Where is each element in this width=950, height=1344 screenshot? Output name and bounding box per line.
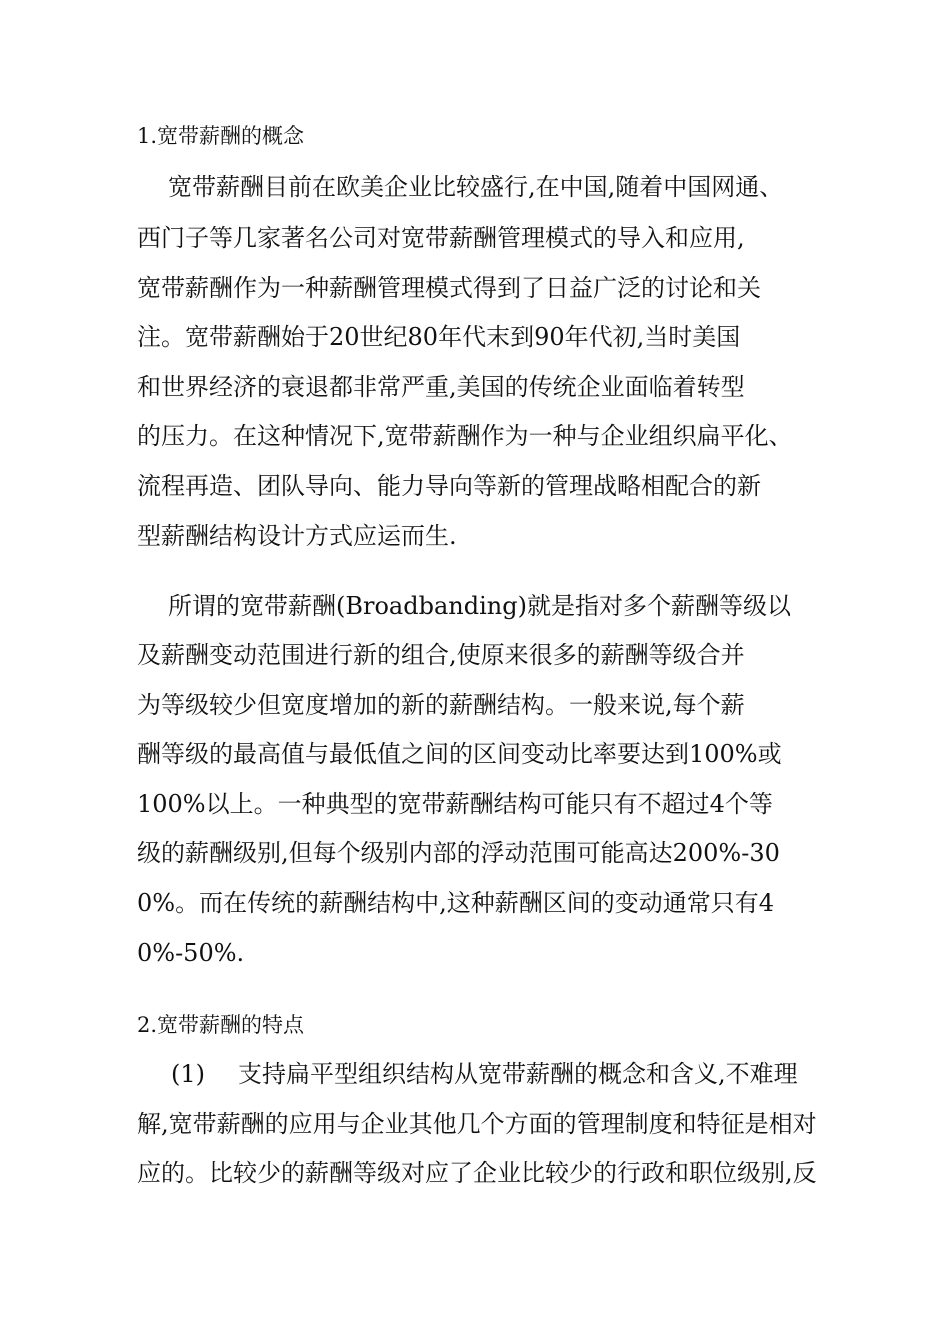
paragraph-line: 宽带薪酬作为一种薪酬管理模式得到了日益广泛的讨论和关 [137,274,761,302]
paragraph-line: 的压力。在这种情况下,宽带薪酬作为一种与企业组织扁平化、 [137,422,793,450]
paragraph-line: 0%。而在传统的薪酬结构中,这种薪酬区间的变动通常只有4 [137,889,774,917]
paragraph-line: 西门子等几家著名公司对宽带薪酬管理模式的导入和应用, [137,224,745,252]
paragraph-line: 应的。比较少的薪酬等级对应了企业比较少的行政和职位级别,反 [137,1159,817,1187]
paragraph-line: 流程再造、团队导向、能力导向等新的管理战略相配合的新 [137,472,761,500]
paragraph-line: 所谓的宽带薪酬(Broadbanding)就是指对多个薪酬等级以 [168,592,791,620]
paragraph-line: 为等级较少但宽度增加的新的薪酬结构。一般来说,每个薪 [137,691,745,719]
paragraph-line: 和世界经济的衰退都非常严重,美国的传统企业面临着转型 [137,373,745,401]
paragraph-line: 0%-50%. [137,939,245,967]
paragraph-line: 及薪酬变动范围进行新的组合,使原来很多的薪酬等级合并 [137,641,745,669]
paragraph-line: 宽带薪酬目前在欧美企业比较盛行,在中国,随着中国网通、 [168,173,784,201]
section-heading-concept: 1.宽带薪酬的概念 [137,124,305,148]
paragraph-line: 注。宽带薪酬始于20世纪80年代末到90年代初,当时美国 [137,323,741,351]
item-number: (1) [171,1060,205,1088]
section-heading-features: 2.宽带薪酬的特点 [137,1013,305,1037]
paragraph-line: 支持扁平型组织结构从宽带薪酬的概念和含义,不难理 [238,1060,798,1088]
paragraph-line: 100%以上。一种典型的宽带薪酬结构可能只有不超过4个等 [137,790,773,818]
paragraph-line: 级的薪酬级别,但每个级别内部的浮动范围可能高达200%-30 [137,839,780,867]
paragraph-line: 型薪酬结构设计方式应运而生. [137,522,457,550]
paragraph-line: 酬等级的最高值与最低值之间的区间变动比率要达到100%或 [137,740,782,768]
paragraph-line: 解,宽带薪酬的应用与企业其他几个方面的管理制度和特征是相对 [137,1110,817,1138]
